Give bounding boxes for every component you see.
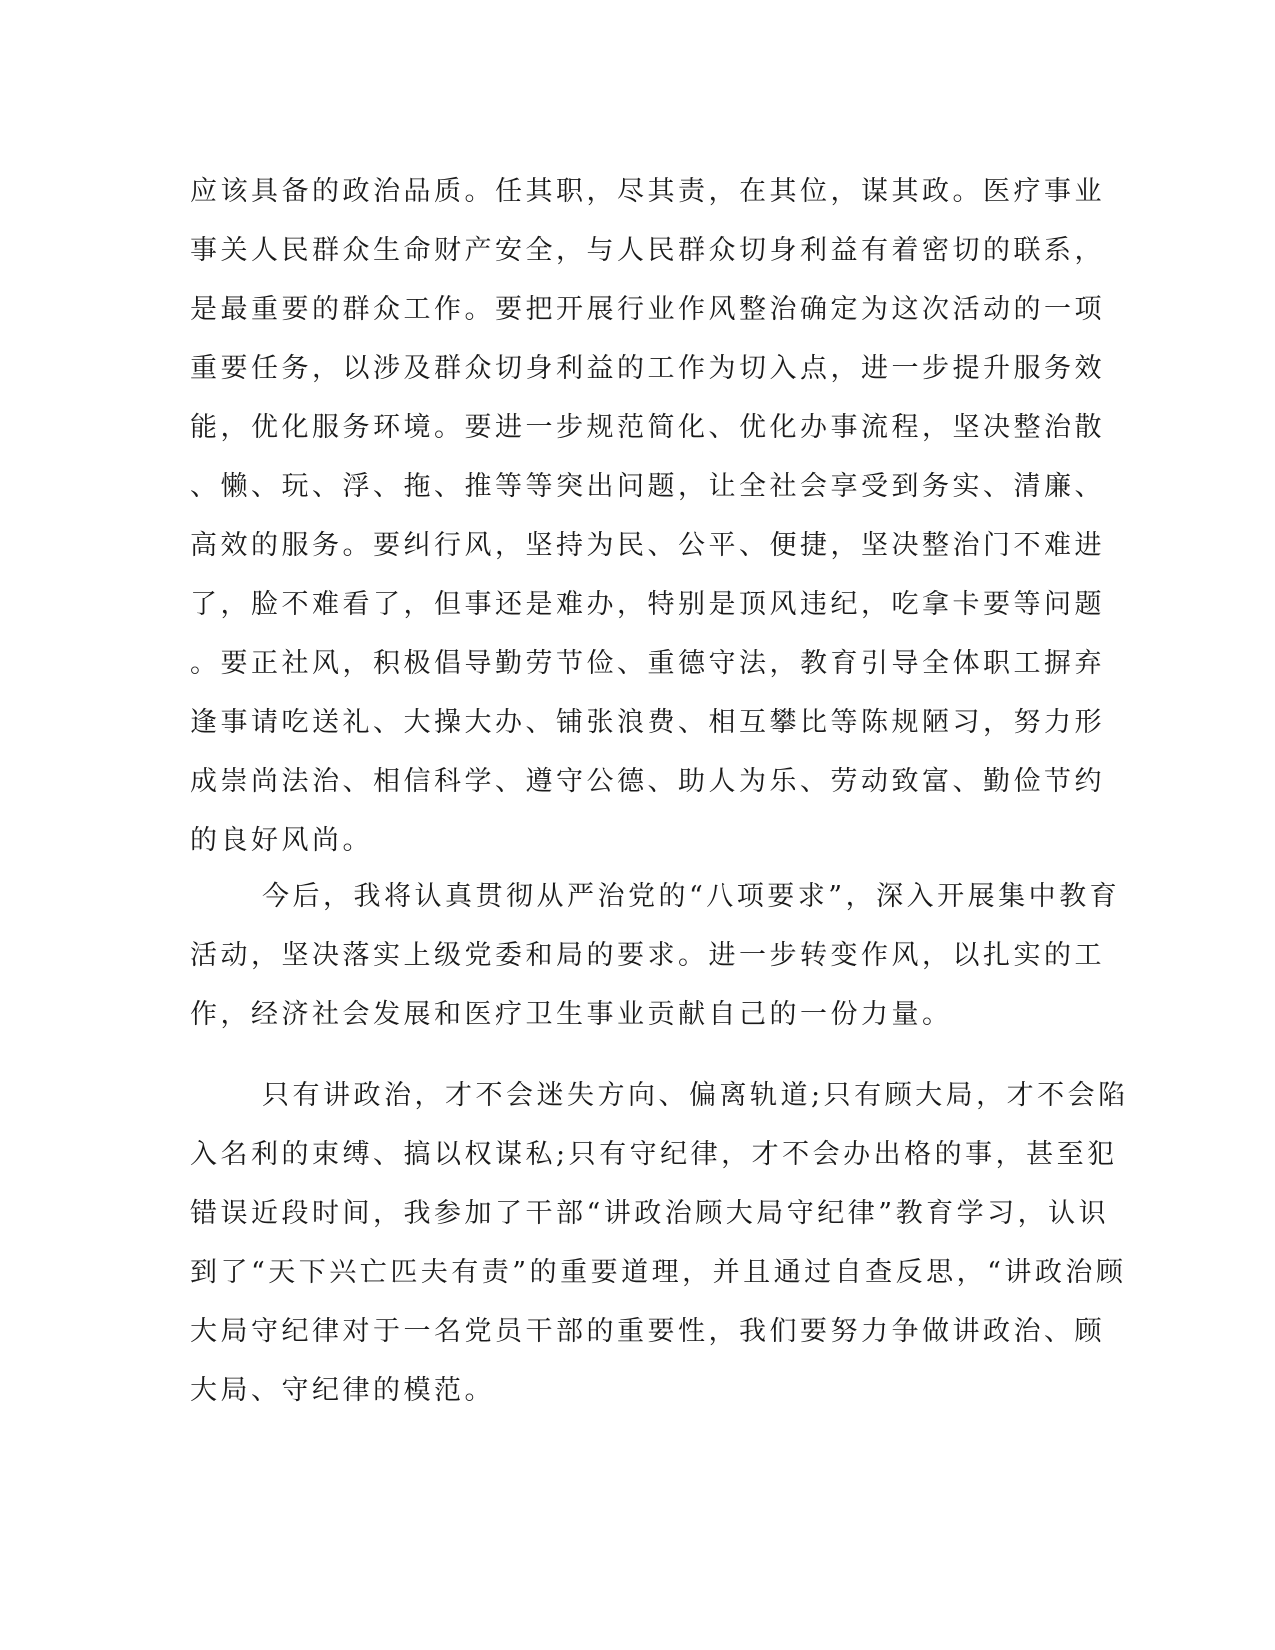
paragraph-3 [190,1066,1129,1420]
text-line: 入名利的束缚、搞以权谋私;只有守纪律，才不会办出格的事，甚至犯 [190,1139,1118,1170]
text-line: 逢事请吃送礼、大操大办、铺张浪费、相互攀比等陈规陋习，努力形 [190,707,1105,738]
text-line: 作，经济社会发展和医疗卫生事业贡献自己的一份力量。 [190,999,953,1030]
text-line: 活动，坚决落实上级党委和局的要求。进一步转变作风，以扎实的工 [190,940,1105,971]
text-line: 应该具备的政治品质。任其职，尽其责，在其位，谋其政。医疗事业 [190,176,1105,207]
text-line: 高效的服务。要纠行风，坚持为民、公平、便捷，坚决整治门不难进 [190,530,1105,561]
text-line: 今后，我将认真贯彻从严治党的“八项要求”，深入开展集中教育 [262,881,1121,912]
text-line: 、懒、玩、浮、拖、推等等突出问题，让全社会享受到务实、清廉、 [190,471,1105,502]
text-line: 事关人民群众生命财产安全，与人民群众切身利益有着密切的联系， [190,235,1105,266]
text-line: 重要任务，以涉及群众切身利益的工作为切入点，进一步提升服务效 [190,353,1105,384]
text-line: 到了“天下兴亡匹夫有责”的重要道理，并且通过自查反思，“讲政治顾 [190,1257,1127,1288]
paragraph-1 [190,162,1105,870]
text-line: 是最重要的群众工作。要把开展行业作风整治确定为这次活动的一项 [190,294,1105,325]
text-line: 只有讲政治，才不会迷失方向、偏离轨道;只有顾大局，才不会陷 [262,1080,1129,1111]
text-line: 了，脸不难看了，但事还是难办，特别是顶风违纪，吃拿卡要等问题 [190,589,1105,620]
paragraph-2 [190,867,1121,1044]
text-line: 错误近段时间，我参加了干部“讲政治顾大局守纪律”教育学习，认识 [190,1198,1110,1229]
text-line: 大局、守纪律的模范。 [190,1375,495,1406]
text-line: 的良好风尚。 [190,825,373,856]
text-line: 成崇尚法治、相信科学、遵守公德、助人为乐、劳动致富、勤俭节约 [190,766,1105,797]
text-line: 。要正社风，积极倡导勤劳节俭、重德守法，教育引导全体职工摒弃 [190,648,1105,679]
text-line: 能，优化服务环境。要进一步规范简化、优化办事流程，坚决整治散 [190,412,1105,443]
text-line: 大局守纪律对于一名党员干部的重要性，我们要努力争做讲政治、顾 [190,1316,1105,1347]
